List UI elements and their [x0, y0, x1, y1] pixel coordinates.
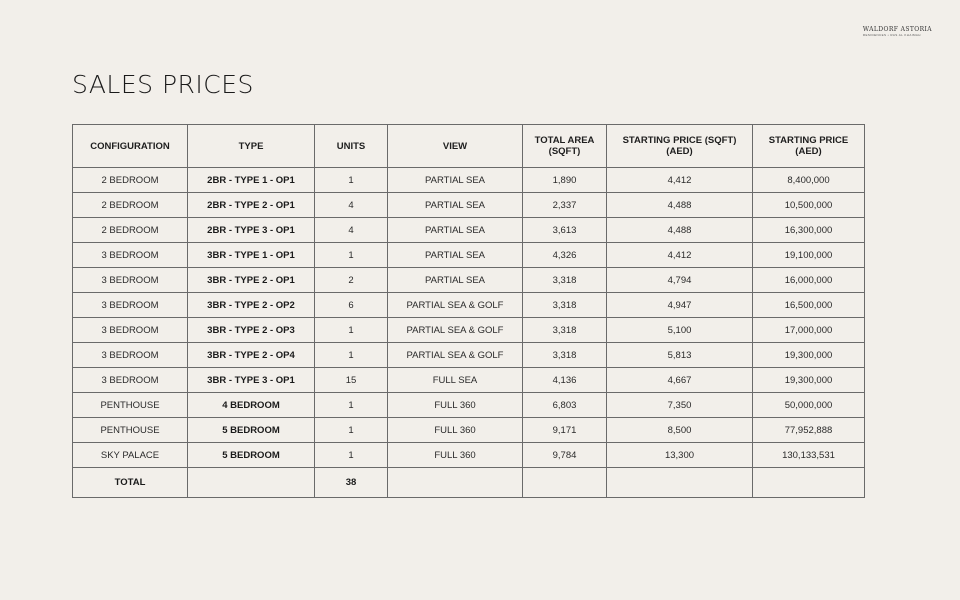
- cell-view: PARTIAL SEA & GOLF: [388, 318, 523, 343]
- cell-configuration: 3 BEDROOM: [73, 243, 188, 268]
- cell-view: PARTIAL SEA: [388, 193, 523, 218]
- cell-type: 2BR - TYPE 2 - OP1: [188, 193, 315, 218]
- cell-type: 5 BEDROOM: [188, 443, 315, 468]
- total-empty-cell: [388, 468, 523, 498]
- cell-view: PARTIAL SEA: [388, 268, 523, 293]
- cell-starting-price-sqft: 5,813: [607, 343, 753, 368]
- total-empty-cell: [523, 468, 607, 498]
- cell-starting-price-sqft: 5,100: [607, 318, 753, 343]
- cell-view: FULL 360: [388, 443, 523, 468]
- total-empty-cell: [188, 468, 315, 498]
- cell-configuration: 3 BEDROOM: [73, 268, 188, 293]
- cell-view: FULL SEA: [388, 368, 523, 393]
- cell-units: 6: [315, 293, 388, 318]
- cell-starting-price: 10,500,000: [753, 193, 865, 218]
- table-header-row: [73, 125, 865, 168]
- column-header-units: UNITS: [315, 125, 388, 168]
- cell-total-area: 9,171: [523, 418, 607, 443]
- cell-starting-price-sqft: 13,300: [607, 443, 753, 468]
- cell-starting-price: 17,000,000: [753, 318, 865, 343]
- table-row: [73, 343, 865, 368]
- cell-type: 3BR - TYPE 2 - OP4: [188, 343, 315, 368]
- column-header-type: TYPE: [188, 125, 315, 168]
- cell-total-area: 6,803: [523, 393, 607, 418]
- cell-total-area: 4,136: [523, 368, 607, 393]
- cell-type: 3BR - TYPE 1 - OP1: [188, 243, 315, 268]
- cell-starting-price-sqft: 4,947: [607, 293, 753, 318]
- column-header-starting-price-sqft: STARTING PRICE (SQFT) (AED): [607, 125, 753, 168]
- cell-configuration: 3 BEDROOM: [73, 318, 188, 343]
- cell-configuration: 2 BEDROOM: [73, 168, 188, 193]
- cell-configuration: PENTHOUSE: [73, 393, 188, 418]
- table-row: [73, 393, 865, 418]
- cell-units: 1: [315, 243, 388, 268]
- cell-total-area: 1,890: [523, 168, 607, 193]
- cell-starting-price: 16,500,000: [753, 293, 865, 318]
- column-header-configuration: CONFIGURATION: [73, 125, 188, 168]
- cell-type: 2BR - TYPE 3 - OP1: [188, 218, 315, 243]
- cell-type: 3BR - TYPE 2 - OP2: [188, 293, 315, 318]
- cell-starting-price: 19,300,000: [753, 343, 865, 368]
- cell-total-area: 3,318: [523, 343, 607, 368]
- table-body: [73, 168, 865, 498]
- cell-view: PARTIAL SEA: [388, 218, 523, 243]
- cell-configuration: SKY PALACE: [73, 443, 188, 468]
- cell-starting-price: 130,133,531: [753, 443, 865, 468]
- cell-view: PARTIAL SEA & GOLF: [388, 293, 523, 318]
- total-row: [73, 468, 865, 498]
- cell-total-area: 4,326: [523, 243, 607, 268]
- cell-starting-price-sqft: 7,350: [607, 393, 753, 418]
- cell-starting-price-sqft: 4,488: [607, 193, 753, 218]
- logo-sub-text: RESIDENCES • RAS AL KHAIMAH: [862, 33, 921, 37]
- cell-configuration: 3 BEDROOM: [73, 368, 188, 393]
- column-header-total-area: TOTAL AREA (SQFT): [523, 125, 607, 168]
- total-empty-cell: [753, 468, 865, 498]
- cell-total-area: 2,337: [523, 193, 607, 218]
- cell-starting-price-sqft: 4,667: [607, 368, 753, 393]
- cell-configuration: 2 BEDROOM: [73, 218, 188, 243]
- cell-configuration: 3 BEDROOM: [73, 293, 188, 318]
- cell-units: 1: [315, 168, 388, 193]
- table-row: [73, 243, 865, 268]
- cell-units: 15: [315, 368, 388, 393]
- cell-type: 4 BEDROOM: [188, 393, 315, 418]
- cell-units: 1: [315, 443, 388, 468]
- cell-starting-price: 77,952,888: [753, 418, 865, 443]
- total-empty-cell: [607, 468, 753, 498]
- cell-units: 1: [315, 418, 388, 443]
- cell-configuration: 3 BEDROOM: [73, 343, 188, 368]
- cell-units: 1: [315, 318, 388, 343]
- cell-total-area: 9,784: [523, 443, 607, 468]
- table-row: [73, 443, 865, 468]
- cell-starting-price: 8,400,000: [753, 168, 865, 193]
- table-row: [73, 218, 865, 243]
- cell-starting-price-sqft: 4,412: [607, 243, 753, 268]
- cell-view: PARTIAL SEA & GOLF: [388, 343, 523, 368]
- table-row: [73, 168, 865, 193]
- brand-logo: [863, 26, 932, 37]
- column-header-starting-price: STARTING PRICE (AED): [753, 125, 865, 168]
- table-row: [73, 368, 865, 393]
- cell-type: 3BR - TYPE 2 - OP3: [188, 318, 315, 343]
- cell-type: 5 BEDROOM: [188, 418, 315, 443]
- table-row: [73, 293, 865, 318]
- cell-units: 1: [315, 343, 388, 368]
- total-units: 38: [315, 468, 388, 498]
- cell-view: FULL 360: [388, 393, 523, 418]
- cell-starting-price: 50,000,000: [753, 393, 865, 418]
- cell-units: 4: [315, 218, 388, 243]
- cell-starting-price-sqft: 4,794: [607, 268, 753, 293]
- cell-starting-price: 19,100,000: [753, 243, 865, 268]
- cell-starting-price: 16,300,000: [753, 218, 865, 243]
- cell-starting-price-sqft: 4,488: [607, 218, 753, 243]
- cell-starting-price-sqft: 8,500: [607, 418, 753, 443]
- cell-total-area: 3,613: [523, 218, 607, 243]
- table-row: [73, 268, 865, 293]
- logo-main-text: WALDORF ASTORIA: [862, 26, 932, 33]
- cell-starting-price: 16,000,000: [753, 268, 865, 293]
- cell-type: 3BR - TYPE 2 - OP1: [188, 268, 315, 293]
- cell-view: PARTIAL SEA: [388, 243, 523, 268]
- cell-configuration: 2 BEDROOM: [73, 193, 188, 218]
- page-title: SALES PRICES: [72, 70, 254, 99]
- cell-units: 1: [315, 393, 388, 418]
- cell-type: 3BR - TYPE 3 - OP1: [188, 368, 315, 393]
- cell-starting-price: 19,300,000: [753, 368, 865, 393]
- cell-view: PARTIAL SEA: [388, 168, 523, 193]
- table-row: [73, 193, 865, 218]
- cell-total-area: 3,318: [523, 268, 607, 293]
- total-label: TOTAL: [73, 468, 188, 498]
- column-header-view: VIEW: [388, 125, 523, 168]
- cell-units: 4: [315, 193, 388, 218]
- cell-type: 2BR - TYPE 1 - OP1: [188, 168, 315, 193]
- cell-total-area: 3,318: [523, 318, 607, 343]
- table-row: [73, 318, 865, 343]
- cell-view: FULL 360: [388, 418, 523, 443]
- cell-units: 2: [315, 268, 388, 293]
- cell-configuration: PENTHOUSE: [73, 418, 188, 443]
- cell-total-area: 3,318: [523, 293, 607, 318]
- cell-starting-price-sqft: 4,412: [607, 168, 753, 193]
- sales-prices-table: [72, 124, 865, 498]
- table-row: [73, 418, 865, 443]
